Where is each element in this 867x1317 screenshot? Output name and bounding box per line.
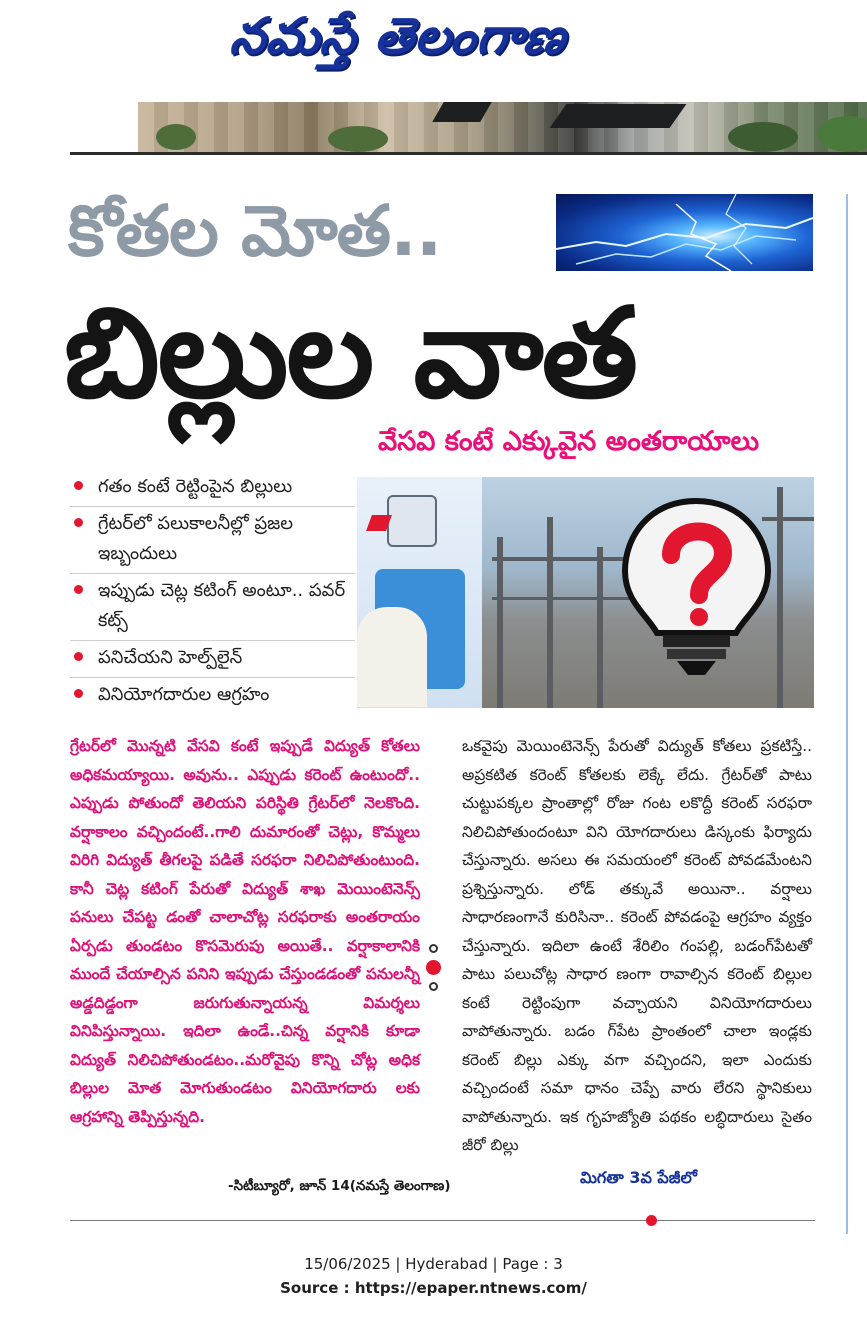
bullet-dot-icon [74, 481, 83, 490]
tree-shape [728, 122, 798, 152]
highlights-list [70, 470, 355, 714]
tree-shape [156, 124, 196, 150]
divider-dot-icon [429, 944, 438, 953]
tower-shape [597, 547, 603, 708]
list-item: గ్రేటర్‌లో పలుకాలనీల్లో ప్రజల ఇబ్బందులు [70, 507, 355, 574]
intro-paragraph: గ్రేటర్‌లో మొన్నటి వేసవి కంటే ఇప్పుడే విద్యుత్ కోతలు అధికమయ్యాయి. అవును.. ఎప్పుడు కరెంట్ ఉంటుందో.. ఎప్పుడు పోతుందో తెలియని పరిస్థితి గ్రేటర్‌లో నెలకొంది. వర్షాకాలం వచ్చిందంటే..గాలి దుమారంతో చెట్లు, కొమ్మలు విరిగి విద్యుత్ తీగలపై పడితే సరఫరా నిలిచిపోతుంటుంది. కానీ చెట్ల కటింగ్ పేరుతో విద్యుత్ శాఖ మెయింటెనెన్స్ పనులు చేపట్ట డంతో చాలాచోట్ల సరఫరాకు అంతరాయం ఏర్పడు తుండటం కొసమెరుపు అయితే.. వర్షాకాలానికి ముందే చేయాల్సిన పనిని ఇప్పుడు చేస్తుండడంతో పనులన్నీ అడ్డదిడ్డంగా జరుగుతున్నాయన్న విమర్శలు వినిపిస్తున్నాయి. ఇదిలా ఉండే..చిన్న వర్షానికి కూడా విద్యుత్ నిలిచిపోతుండటం..మరోవైపు కొన్ని చోట్ల అధిక బిల్లుల మోత మోగుతుండటం వినియోగదారు లకు ఆగ్రహాన్ని తెప్పిస్తున్నది. [70, 737, 420, 1126]
lightbulb-icon [619, 497, 774, 682]
bullet-dot-icon [74, 585, 83, 594]
bullet-dot-icon [74, 689, 83, 698]
article-body [462, 732, 812, 1160]
tower-shape [497, 537, 503, 708]
source-link[interactable]: Source : https://epaper.ntnews.com/ [280, 1279, 587, 1297]
column-rule [846, 194, 848, 1234]
list-item: పనిచేయని హెల్ప్‌లైన్ [70, 641, 355, 678]
headline-top: కోతల మోత.. [68, 190, 442, 272]
divider-dot-icon [429, 982, 438, 991]
body-paragraph: ఒకవైపు మెయింటెనెన్స్ పేరుతో విద్యుత్ కోతలు ప్రకటిస్తే.. అప్రకటిత కరెంట్ కోతలకు లెక్కే లేదు. గ్రేటర్‌తో పాటు చుట్టుపక్కల ప్రాంతాల్లో రోజు గంట లకొద్దీ కరెంట్ సరఫరా నిలిచిపోతుందంటూ విని యోగదారులు డిస్కంకు ఫిర్యాదు చేస్తున్నారు. అసలు ఈ సమయంలో కరెంట్ పోవడమేంటని ప్రశ్నిస్తున్నారు. లోడ్ తక్కువే అయినా.. వర్షాలు సాధారణంగానే కురిసినా.. కరెంట్ పోవడంపై ఆగ్రహం వ్యక్తం చేస్తున్నారు. ఇదిలా ఉంటే శేరిలిం గంపల్లి, బడంగ్‌పేటతో పాటు పలుచోట్ల సాధార ణంగా రావాల్సిన కరెంట్ బిల్లుల కంటే రెట్టింపుగా వచ్చాయని వినియోగదారులు వాపోతున్నారు. బడం గ్‌పేట ప్రాంతంలో చాలా ఇండ్లకు కరెంట్ బిల్లు ఎక్కు వగా వచ్చిందని, ఇలా ఎందుకు వచ్చిందంటే సమా ధానం చెప్పే వారు లేరని స్థానికులు వాపోతున్నారు. ఇక గృహజ్యోతి పథకం లబ్ధిదారులు సైతం జీరో బిల్లు [462, 737, 812, 1154]
edition-info: 15/06/2025 | Hyderabad | Page : 3 [304, 1255, 563, 1273]
tower-shape [547, 517, 553, 708]
lightning-bolts [556, 194, 813, 271]
banner-photo [138, 102, 867, 152]
glove-hand [357, 607, 427, 707]
lightning-image [556, 194, 813, 271]
subheadline: వేసవి కంటే ఎక్కువైన అంతరాయాలు [378, 426, 760, 457]
headline-main: బిల్లుల వాత [64, 282, 636, 426]
byline: -సిటీబ్యూరో, జూన్ 14(నమస్తే తెలంగాణ) [228, 1178, 451, 1194]
article-intro [70, 732, 420, 1131]
wire-shape [550, 104, 687, 128]
meter-illustration [357, 477, 482, 708]
newspaper-masthead: నమస్తే తెలంగాణ [227, 6, 570, 65]
continued-on-page: మిగతా 3వ పేజీలో [580, 1168, 697, 1187]
list-item: గతం కంటే రెట్టింపైన బిల్లులు [70, 470, 355, 507]
bullet-dot-icon [74, 518, 83, 527]
bottom-rule [70, 1220, 815, 1221]
divider-dot-icon [426, 960, 441, 975]
meter-icon [387, 495, 437, 547]
list-item: ఇప్పుడు చెట్ల కటింగ్ అంటూ.. పవర్ కట్స్ [70, 574, 355, 641]
list-item: వినియోగదారుల ఆగ్రహం [70, 678, 355, 714]
bullet-dot-icon [74, 652, 83, 661]
top-rule [70, 152, 867, 155]
article-photo [357, 477, 814, 708]
rule-dot-icon [646, 1215, 657, 1226]
tree-shape [328, 126, 388, 152]
